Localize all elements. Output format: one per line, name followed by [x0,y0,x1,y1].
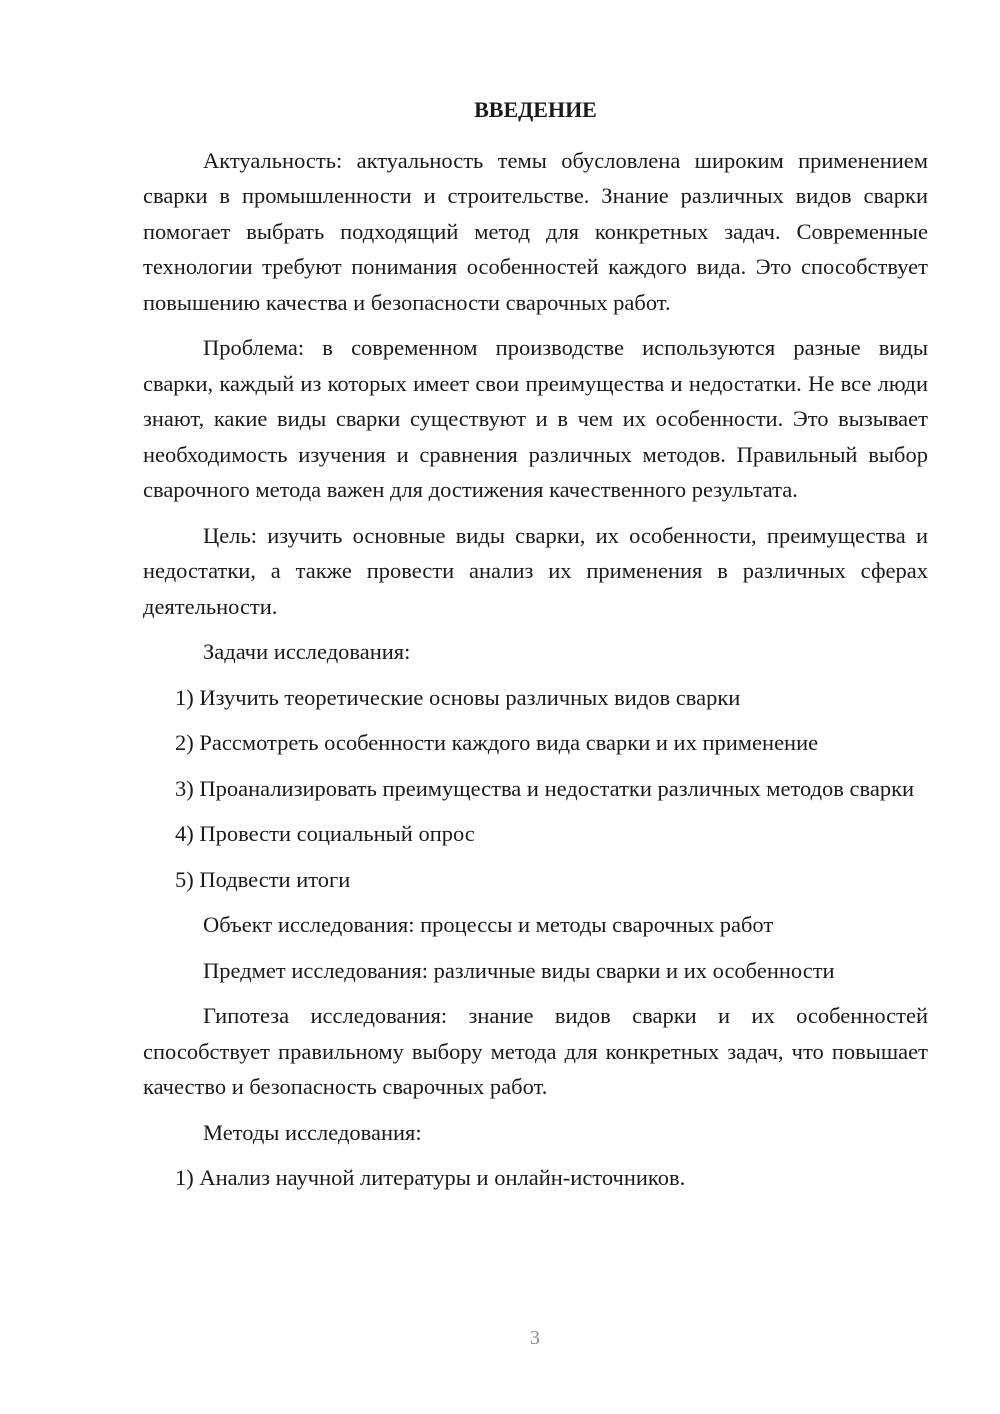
goal-paragraph: Цель: изучить основные виды сварки, их особенности, преимущества и недостатки, а также провести анализ их применения в различных сферах деятельности. [143,522,928,619]
methods-heading: Методы исследования: [203,1119,422,1145]
object-paragraph: Объект исследования: процессы и методы сварочных работ [203,912,774,937]
section-title: ВВЕДЕНИЕ [474,97,597,122]
task-item-1: 1) Изучить теоретические основы различных видов сварки [175,684,741,710]
task-item-4: 4) Провести социальный опрос [175,821,475,846]
page-number: 3 [530,1327,540,1349]
relevance-paragraph: Актуальность: актуальность темы обусловлена широким применением сварки в промышленности и строительстве. Знание различных видов сварки помогает выбрать подходящий метод для конкретных задач. Современные технологии требуют понимания особенностей каждого вида. Это способствует повышению качества и безопасности сварочных работ. [143,147,928,315]
tasks-heading: Задачи исследования: [203,639,411,664]
task-item-5: 5) Подвести итоги [175,866,351,892]
subject-paragraph: Предмет исследования: различные виды сварки и их особенности [203,957,835,983]
task-item-3: 3) Проанализировать преимущества и недостатки различных методов сварки [175,775,915,801]
hypothesis-paragraph: Гипотеза исследования: знание видов сварки и их особенностей способствует правильному выбору метода для конкретных задач, что повышает качество и безопасность сварочных работ. [143,1003,928,1099]
problem-paragraph: Проблема: в современном производстве используются разные виды сварки, каждый из которых имеет свои преимущества и недостатки. Не все люди знают, какие виды сварки существуют и в чем их особенности. Это вызывает необходимость изучения и сравнения различных методов. Правильный выбор сварочного метода важен для достижения качественного результата. [143,335,928,502]
task-item-2: 2) Рассмотреть особенности каждого вида сварки и их применение [175,730,819,755]
document-page [143,92,928,1206]
method-item-1: 1) Анализ научной литературы и онлайн-источников. [175,1165,686,1190]
